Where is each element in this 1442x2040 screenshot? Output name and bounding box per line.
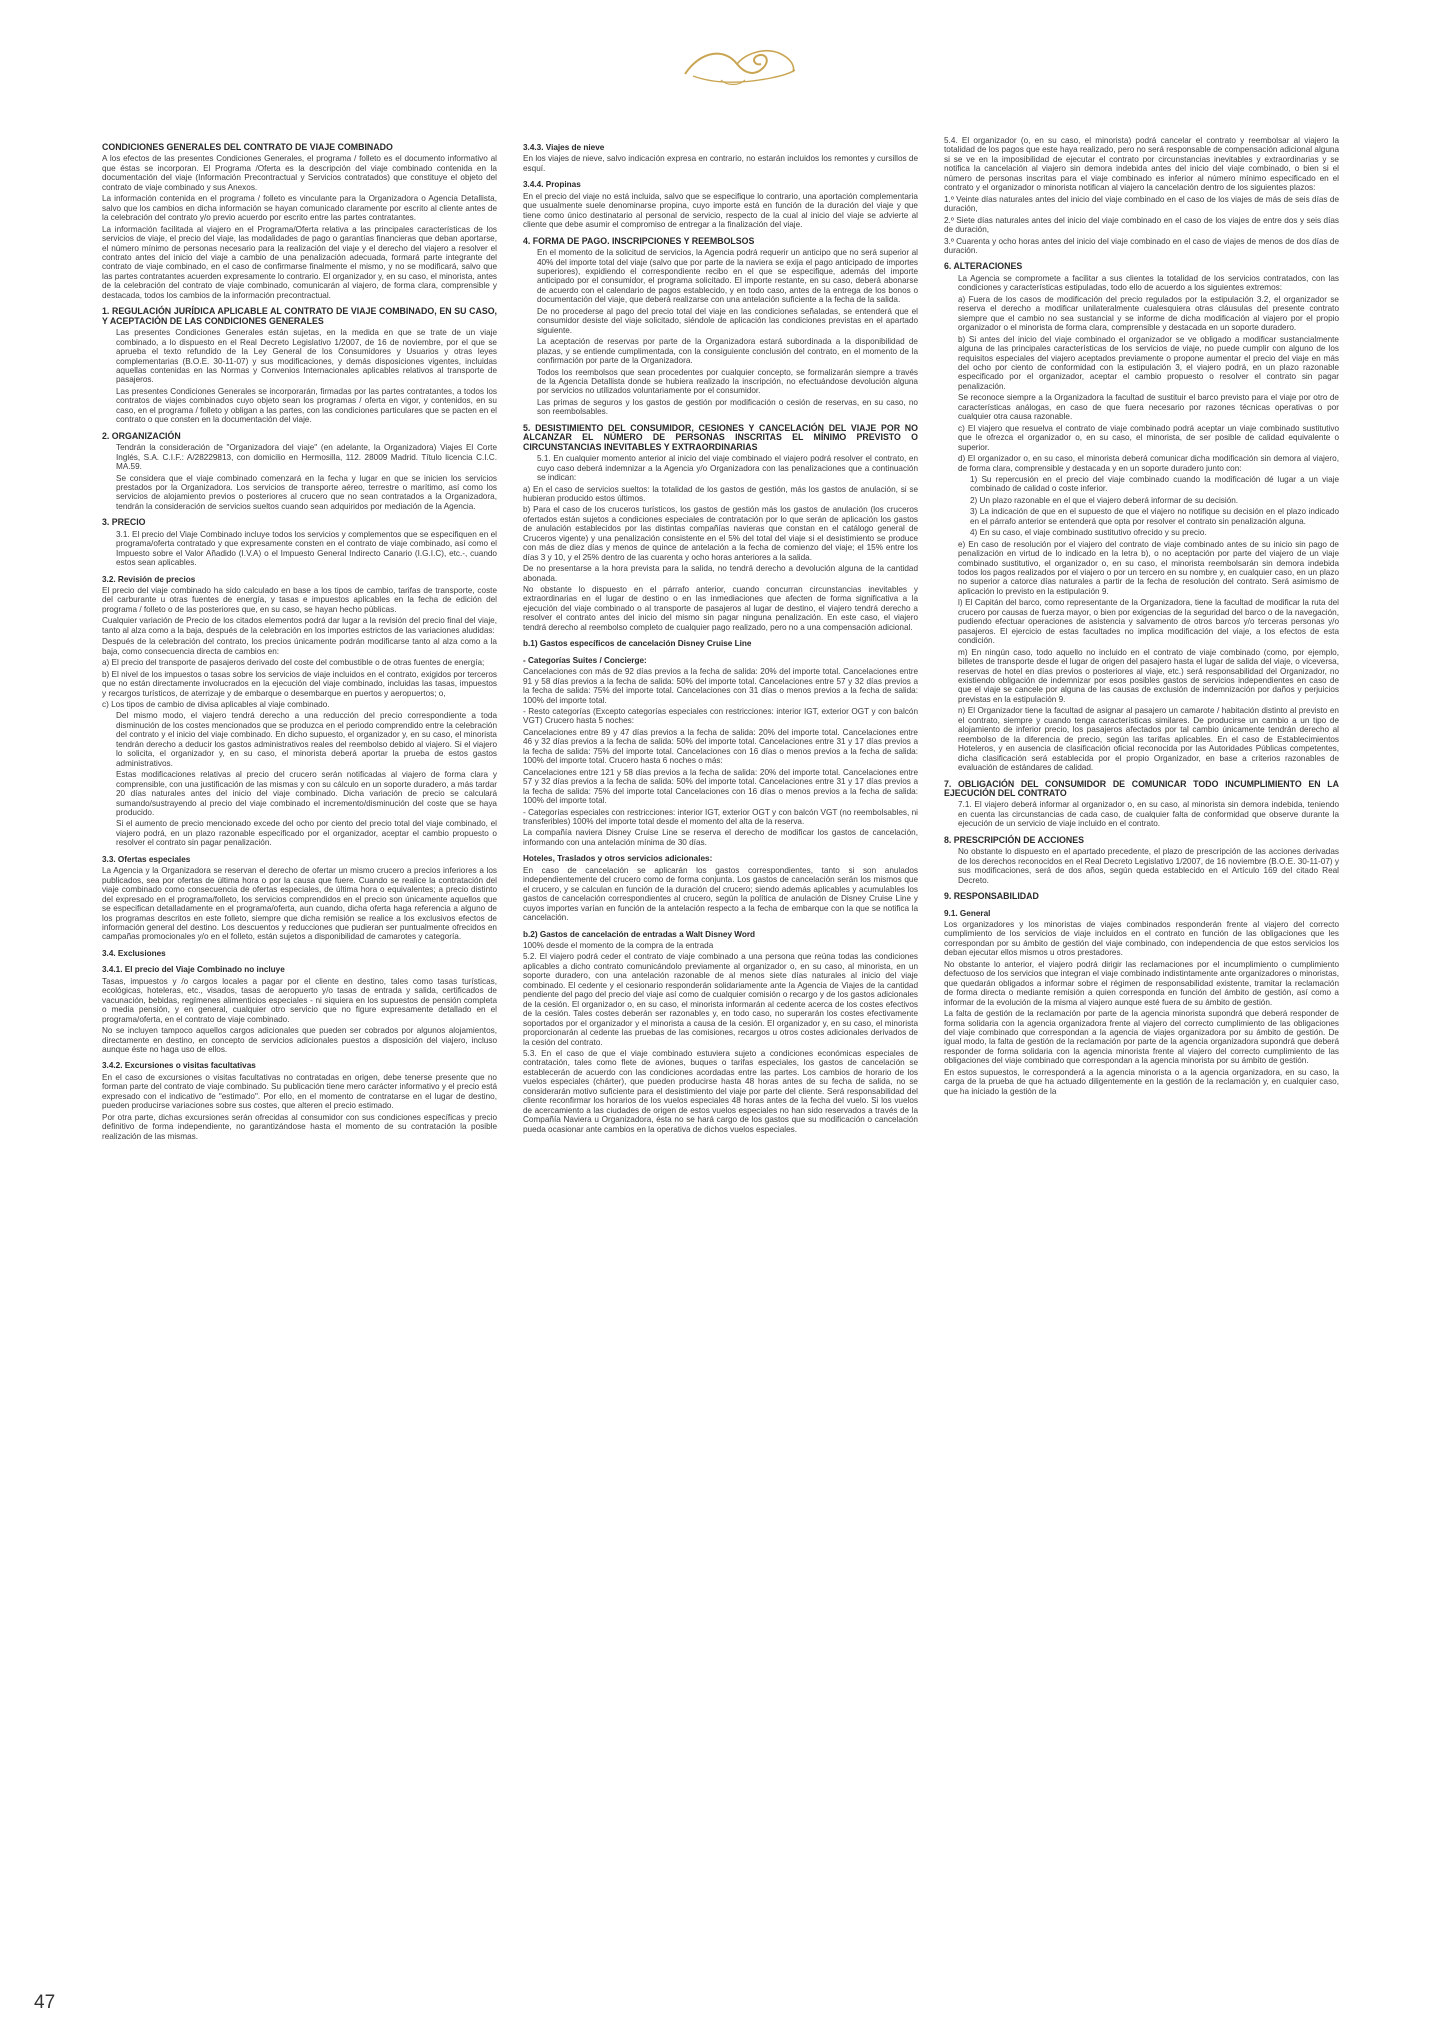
paragraph: En caso de cancelación se aplicarán los gastos correspondientes, tanto si son anulados independientemente del crucero como de forma conjunta. Los gastos de cancelación serán los mismos que el crucero, y se calculan en función de la duración del crucero; siendo además aplicables y acumulables los gastos de cancelación correspondientes al crucero, según la política de anulación de Disney Cruise Line y cuyos importes varían en función de la antelación respecto a la fecha de embarque con la que se notifica la cancelación. (523, 865, 918, 923)
text-column-3 (944, 136, 1339, 1956)
paragraph: Los organizadores y los minoristas de viajes combinados responderán frente al viajero del correcto cumplimiento de los servicios de viaje incluidos en el contrato en función de las obligaciones que les correspondan por su ámbito de gestión del viaje combinado, con independencia de que estos servicios los deban ejecutar ellos mismos u otros prestadores. (944, 919, 1339, 958)
indented-paragraph: Del mismo modo, el viajero tendrá derecho a una reducción del precio correspondiente a toda disminución de los costes mencionados que se produzca en el periodo comprendido entre la celebración del contrato y el inicio del viaje combinado. En dicho supuesto, el organizador y, en su caso, el minorista tendrán derecho a deducir los gastos administrativos reales del reembolso debido al viajero. Si el viajero lo solicita, el organizador y, en su caso, el minorista deberá aportar la prueba de estos gastos administrativos. (116, 711, 497, 768)
indented-paragraph: d) El organizador o, en su caso, el minorista deberá comunicar dicha modificación sin demora al viajero, de forma clara, comprensible y destacada y en un soporte duradero junto con: (958, 454, 1339, 473)
section-heading: 1. REGULACIÓN JURÍDICA APLICABLE AL CONTRATO DE VIAJE COMBINADO, EN SU CASO, Y ACEPTACIÓN DE LAS CONDICIONES GENERALES (102, 306, 497, 326)
page-number: 47 (34, 1992, 56, 2013)
subsection-heading: 3.4. Exclusiones (102, 948, 166, 958)
paragraph: Tasas, impuestos y /o cargos locales a pagar por el cliente en destino, tales como tasas turísticas, ecológicas, hoteleras, etc., visados, tasas de aeropuerto y/o tasas de entrada y salida, certificados de vacunación, bebidas, regímenes alimenticios especiales - ni siquiera en los supuestos de pensión completa o media pensión, y en general, cualquier otro servicio que no figure expresamente detallado en el programa/oferta, en el contrato de viaje combinado. (102, 976, 497, 1024)
paragraph: Después de la celebración del contrato, los precios únicamente podrán modificarse tanto al alza como a la baja, como consecuencia directa de cambios en: (102, 637, 497, 656)
paragraph: 5.4. El organizador (o, en su caso, el minorista) podrá cancelar el contrato y reembolsar al viajero la totalidad de los pagos que este haya realizado, pero no será responsable de compensación adicional alguna si se ve en la imposibilidad de ejecutar el contrato por circunstancias inevitables y extraordinarias y se notifica la cancelación al viajero sin demora indebida antes del inicio del viaje combinado, o bien si el número de personas inscritas para el viaje combinado es inferior al número mínimo especificado en el contrato y el organizador o minorista notifican al viajero la cancelación dentro de los siguientes plazos: (944, 136, 1339, 193)
paragraph: No obstante lo dispuesto en el párrafo anterior, cuando concurran circunstancias inevitables y extraordinarias en el lugar de destino o en las inmediaciones que afecten de forma significativa a la ejecución del viaje combinado o al transporte de pasajeros al lugar de destino, el viajero tendrá derecho a resolver el contrato antes del inicio del mismo sin pagar ninguna penalización. En este caso, el viajero tendrá derecho al reembolso completo de cualquier pago realizado, pero no a una compensación adicional. (523, 585, 918, 632)
paragraph: 100% desde el momento de la compra de la entrada (523, 940, 714, 950)
paragraph: c) Los tipos de cambio de divisa aplicables al viaje combinado. (102, 700, 330, 710)
paragraph: 2.º Siete días naturales antes del inicio del viaje combinado en el caso de los viajes de entre dos y seis días de duración, (944, 215, 1339, 235)
paragraph: Cancelaciones entre 89 y 47 días previos a la fecha de salida: 20% del importe total. Cancelaciones entre 46 y 32 días previos a la fecha de salida: 50% del importe total. Cancelaciones entre 31 y 17 días previos a la fecha de salida: 75% del importe total. Cancelaciones con 16 días o menos previos a la fecha de salida: 100% del importe total. Crucero hasta 6 noches o más: (523, 727, 918, 766)
indented-paragraph: 7.1. El viajero deberá informar al organizador o, en su caso, al minorista sin demora indebida, teniendo en cuenta las circunstancias de cada caso, de cualquier falta de conformidad que observe durante la ejecución de un servicio de viaje incluido en el contrato. (958, 800, 1339, 829)
paragraph: La Agencia y la Organizadora se reservan el derecho de ofertar un mismo crucero a precios inferiores a los publicados, sea por ofertas de última hora o por la causa que fuere. Cuando se realice la contratación del viaje combinado como consecuencia de ofertas especiales, de última hora o equivalentes; a precio distinto del expresado en el programa/folleto, los servicios comprendidos en el precio son únicamente aquellos que se especifican detalladamente en el programa/oferta, aun cuando, dicha oferta haga referencia a alguno de los programas descritos en este folleto, siempre que dicha remisión se realice a los exclusivos efectos de información general del destino. Los descuentos y reducciones que pudieran ser puntualmente ofrecidos en campañas promocionales y/o en el folleto, están sujetos a disponibilidad de camarotes y categoría. (102, 866, 497, 942)
subsection-heading: 3.4.1. El precio del Viaje Combinado no incluye (102, 965, 285, 975)
paragraph: A los efectos de las presentes Condiciones Generales, el programa / folleto es el documento informativo al que éstas se incorporan. El Programa /Oferta es la descripción del viaje combinado contenida en la documentación del viaje (Información Precontractual y Servicios contratados) que constituye el objeto del contrato de viaje combinado y sus Anexos. (102, 154, 497, 192)
paragraph: La información contenida en el programa / folleto es vinculante para la Organizadora o Agencia Detallista, salvo que los cambios en dicha información se hayan comunicado claramente por escrito al cliente antes de la celebración del contrato y/o previo acuerdo por escrito entre las partes contratantes. (102, 194, 497, 223)
indented-paragraph: Se considera que el viaje combinado comenzará en la fecha y lugar en que se inicien los servicios prestados por la Organizadora. Los servicios de transporte aéreo, terrestre o marítimo, así como los servicios de alojamiento previos o posteriores al crucero que no sean contratados a la Organizadora, tendrán la consideración de servicios sueltos cuando sean adquiridos por mediación de la Agencia. (116, 473, 497, 511)
paragraph: La información facilitada al viajero en el Programa/Oferta relativa a las principales características de los servicios de viaje, el precio del viaje, las modalidades de pago o garantías financieras que deban aportarse, el número mínimo de personas necesario para la realización del viaje y el derecho del viajero a resolver el contrato antes del inicio del viaje a cambio de una penalización adecuada, formará parte integrante del contrato de viaje combinado, en el caso de confirmarse finalmente el mismo, y no se modificará, salvo que las partes contratantes acuerden expresamente lo contrario. El organizador y, en su caso, el minorista, antes de la celebración del contrato de viaje combinado, comunicarán al viajero, de forma clara, comprensible y destacada, todos los cambios de la información precontractual. (102, 224, 497, 300)
indented-paragraph: Las primas de seguros y los gastos de gestión por modificación o cesión de reservas, en su caso, no son reembolsables. (537, 397, 918, 417)
indented-paragraph: l) El Capitán del barco, como representante de la Organizadora, tiene la facultad de modificar la ruta del crucero por causas de fuerza mayor, o bien por exigencias de la seguridad del barco o de la navegación, pudiendo efectuar operaciones de asistencia y salvamento de otros barcos y/o terceras personas y/o pasajeros. El ejercicio de estas facultades no implica modificación del viaje, a los efectos de esta condición. (958, 598, 1339, 646)
section-heading: 9. RESPONSABILIDAD (944, 891, 1039, 902)
indented-paragraph: 3.1. El precio del Viaje Combinado incluye todos los servicios y complementos que se especifiquen en el programa/oferta contratado y que expresamente consten en el contrato de viaje combinado, así como el Impuesto sobre el Valor Añadido (I.V.A) o el Impuesto General Indirecto Canario (I.G.I.C), etc.-, cuando estos sean aplicables. (116, 529, 497, 568)
paragraph: 5.2. El viajero podrá ceder el contrato de viaje combinado a una persona que reúna todas las condiciones aplicables a dicho contrato comunicándolo previamente al organizador o, en su caso, al minorista, en un soporte duradero, con una antelación razonable de al menos siete días naturales al inicio del viaje combinado. El cedente y el cesionario responderán solidariamente ante la Agencia de Viajes de la cantidad pendiente del pago del precio del viaje así como de cualquier comisión o recargo y de los gastos adicionales de la cesión. El organizador o, en su caso, el minorista informarán al cedente acerca de los costes efectivos de la cesión. Tales costes deberán ser razonables y, en todo caso, no superarán los costes efectivamente soportados por el organizador y el minorista a causa de la cesión. El organizador y, en su caso, el minorista proporcionarán al cedente las pruebas de las comisiones, recargos u otros costes adicionales derivados de la cesión del contrato. (523, 952, 918, 1047)
paragraph: En los viajes de nieve, salvo indicación expresa en contrario, no estarán incluidos los remontes y cursillos de esquí. (523, 154, 918, 173)
paragraph: Cancelaciones entre 121 y 58 días previos a la fecha de salida: 20% del importe total. Cancelaciones entre 57 y 32 días previos a la fecha de salida: 50% del importe total. Cancelaciones entre 31 y 17 días previos a la fecha de salida: 75% del importe total Cancelaciones con 16 días o menos previos a la fecha de salida: 100% del importe total. (523, 767, 918, 806)
paragraph: En el precio del viaje no está incluida, salvo que se especifique lo contrario, una aportación complementaria que usualmente suele denominarse propina, cuyo importe está en función de la duración del viaje y que tiene como único destinatario al personal de servicio, respecto de la cual al inicio del viaje se advierte al cliente que debe asumir el compromiso de entregar a la finalización del viaje. (523, 191, 918, 230)
indented-paragraph: m) En ningún caso, todo aquello no incluido en el contrato de viaje combinado (como, por ejemplo, billetes de transporte desde el lugar de origen del pasajero hasta el lugar de salida del viaje, o viceversa, reservas de hotel en días previos o posteriores al viaje, etc.) será responsabilidad del Organizador, no existiendo obligación de indemnizar por esos posibles gastos de servicios independientes en caso de que el viaje se cancele por alguna de las causas de exclusión de indemnización por daños y perjuicios previstas en la estipulación 9. (958, 647, 1339, 704)
paragraph: La falta de gestión de la reclamación por parte de la agencia minorista supondrá que deberá responder de forma solidaria con la agencia organizadora frente al viajero del correcto cumplimiento de las obligaciones del viaje combinado que correspondan a la agencia de viajes organizadora por su ámbito de gestión. De igual modo, la falta de gestión de la reclamación por parte de la agencia organizadora supondrá que deberá responder de forma solidaria con la agencia minorista frente al viajero del correcto cumplimiento de las obligaciones del viaje combinado que correspondan a la agencia minorista por su ámbito de gestión. (944, 1009, 1339, 1066)
subsection-heading: 9.1. General (944, 908, 991, 918)
subsection-heading: - Categorías Suites / Concierge: (523, 655, 647, 665)
indented-paragraph: En el momento de la solicitud de servicios, la Agencia podrá requerir un anticipo que no será superior al 40% del importe total del viaje (salvo que por parte de la naviera se exija el pago anticipado de importes superiores), expidiendo el correspondiente recibo en el que se especifique, además del importe anticipado por el consumidor, el programa solicitado. El importe restante, en su caso, deberá abonarse de acuerdo con el calendario de pagos establecido, y en todo caso, antes de la entrega de los bonos o documentación del viaje, que deberá realizarse con una antelación suficiente a la fecha de la salida. (537, 248, 918, 305)
subsection-heading: Hoteles, Traslados y otros servicios adicionales: (523, 854, 713, 864)
text-column-1 (102, 136, 497, 1956)
indented-paragraph: Estas modificaciones relativas al precio del crucero serán notificadas al viajero de forma clara y comprensible, con una justificación de las mismas y con su cálculo en un soporte duradero, a más tardar 20 días naturales antes del inicio del viaje combinado. Dicha variación de precio se calculará sumando/sustrayendo al precio del viaje combinado el incremento/disminución del coste que se haya producido. (116, 770, 497, 817)
decorative-flourish-icon (681, 44, 799, 88)
text-column-2 (523, 136, 918, 1956)
paragraph: Cancelaciones con más de 92 días previos a la fecha de salida: 20% del importe total. Cancelaciones entre 91 y 58 días previos a la fecha de salida: 50% del importe total. Cancelaciones entre 57 y 32 días previos a la fecha de salida: 75% del importe total. Cancelaciones con 31 días o menos previos a la fecha de salida: 100% del importe total. (523, 667, 918, 705)
paragraph: 1.º Veinte días naturales antes del inicio del viaje combinado en el caso de los viajes de más de seis días de duración, (944, 194, 1339, 214)
paragraph: - Resto categorías (Excepto categorías especiales con restricciones: interior IGT, exterior OGT y con balcón VGT) Crucero hasta 5 noches: (523, 707, 918, 726)
indented-paragraph: e) En caso de resolución por el viajero del contrato de viaje combinado antes de su inicio sin pago de penalización en virtud de lo indicado en la letra b), o no aceptación por parte del viajero de un viaje combinado sustitutivo, el organizador o, en su caso, el minorista reembolsarán sin demora indebida todos los pagos realizados por el viajero o por un tercero en su nombre y, en cualquier caso, en un plazo no superior a catorce días naturales a partir de la fecha de resolución del contrato. Será asimismo de aplicación lo previsto en la estipulación 9. (958, 539, 1339, 596)
section-heading: CONDICIONES GENERALES DEL CONTRATO DE VIAJE COMBINADO (102, 142, 393, 152)
paragraph: En estos supuestos, le corresponderá a la agencia minorista o a la agencia organizadora, en su caso, la carga de la prueba de que ha actuado diligentemente en la gestión de la reclamación y, en cualquier caso, que ha iniciado la gestión de la (944, 1067, 1339, 1096)
paragraph: La compañía naviera Disney Cruise Line se reserva el derecho de modificar los gastos de cancelación, informando con una antelación mínima de 30 días. (523, 828, 918, 847)
subsection-heading: 3.2. Revisión de precios (102, 574, 196, 584)
paragraph: 3.º Cuarenta y ocho horas antes del inicio del viaje combinado en el caso de viajes de menos de dos días de duración. (944, 236, 1339, 255)
paragraph: 5.3. En el caso de que el viaje combinado estuviera sujeto a condiciones económicas especiales de contratación, tales como flete de aviones, buques o tarifas especiales, los gastos de cancelación se establecerán de acuerdo con las condiciones acordadas entre las partes. Los cambios de horario de los vuelos especiales (chárter), que pueden producirse hasta 48 horas antes de su fecha de salida, no se considerarán motivo suficiente para el desistimiento del viaje por parte del cliente. Será responsabilidad del cliente reconfirmar los horarios de los vuelos especiales 48 horas antes de la fecha del vuelo. Si los vuelos de acercamiento a las ciudades de origen de estos vuelos especiales no han sido reservados a través de la Compañía Naviera u Organizadora, ésta no se hará cargo de los gastos que su modificación o cancelación pueda ocasionar ante cambios en la operativa de dichos vuelos especiales. (523, 1048, 918, 1134)
section-heading: 4. FORMA DE PAGO. INSCRIPCIONES Y REEMBOLSOS (523, 235, 755, 246)
paragraph: a) El precio del transporte de pasajeros derivado del coste del combustible o de otras fuentes de energía; (102, 658, 485, 668)
section-heading: 2. ORGANIZACIÓN (102, 430, 181, 441)
paragraph: El precio del viaje combinado ha sido calculado en base a los tipos de cambio, tarifas de transporte, coste del carburante u otras fuentes de energía, y tasas e impuestos aplicables en la fecha de edición del programa / folleto o de las posteriores que, en su caso, se hayan hecho públicas. (102, 586, 497, 614)
paragraph: No obstante lo anterior, el viajero podrá dirigir las reclamaciones por el incumplimiento o cumplimiento defectuoso de los servicios que integran el viaje combinado indistintamente ante organizadores o minoristas, que quedarán obligados a informar sobre el régimen de responsabilidad existente, tramitar la reclamación de forma directa o mediante remisión a quien corresponda en función del ámbito de gestión, así como a informar de la evolución de la misma al viajero aunque esté fuera de su ámbito de gestión. (944, 959, 1339, 1007)
paragraph: En el caso de excursiones o visitas facultativas no contratadas en origen, debe tenerse presente que no forman parte del contrato de viaje combinado. Su publicación tiene mero carácter informativo y el precio está expresado con el indicativo de "estimado". Por ello, en el momento de contratarse en el lugar de destino, pueden producirse variaciones sobre sus costes, que alteren el precio estimado. (102, 1072, 497, 1111)
indented-paragraph: b) Si antes del inicio del viaje combinado el organizador se ve obligado a modificar sustancialmente alguna de las principales características de los servicios de viaje, no puede cumplir con alguno de los requisitos especiales del viajero aceptados previamente o propone aumentar el precio del viaje en más del ocho por ciento de conformidad con la estipulación 3, el viajero podrá, en un plazo razonable especificado por el organizador, aceptar el cambio propuesto o resolver el contrato sin pagar penalización. (958, 334, 1339, 391)
list-item: 3) La indicación de que en el supuesto de que el viajero no notifique su decisión en el plazo indicado en el párrafo anterior se entenderá que opta por resolver el contrato sin penalización alguna. (970, 507, 1339, 526)
subsection-heading: 3.4.4. Propinas (523, 180, 581, 190)
section-heading: 5. DESISTIMIENTO DEL CONSUMIDOR, CESIONES Y CANCELACIÓN DEL VIAJE POR NO ALCANZAR EL NÚMERO DE PERSONAS INSCRITAS EL MÍNIMO PREVISTO O CIRCUNSTANCIAS INEVITABLES Y EXTRAORDINARIAS (523, 422, 918, 452)
section-heading: 6. ALTERACIONES (944, 261, 1023, 272)
section-heading: 7. OBLIGACIÓN DEL CONSUMIDOR DE COMUNICAR TODO INCUMPLIMIENTO EN LA EJECUCIÓN DEL CONTRATO (944, 778, 1339, 798)
paragraph: Cualquier variación de Precio de los citados elementos podrá dar lugar a la revisión del precio final del viaje, tanto al alza como a la baja, después de la celebración en los importes estrictos de las variaciones aludidas: (102, 616, 497, 635)
indented-paragraph: Si el aumento de precio mencionado excede del ocho por ciento del precio total del viaje combinado, el viajero podrá, en un plazo razonable especificado por el organizador, aceptar el cambio propuesto o resolver el contrato sin pagar penalización. (116, 819, 497, 848)
document-body (102, 136, 1340, 1956)
indented-paragraph: n) El Organizador tiene la facultad de asignar al pasajero un camarote / habitación distinto al previsto en el contrato, siempre y cuando tenga características similares. De producirse un cambio a un tipo de alojamiento de inferior precio, los pasajeros afectados por tal cambio únicamente tendrán derecho al reembolso de la diferencia de precio, según las tarifas aplicables. En el caso de Establecimientos Hoteleros, y en ausencia de clasificación oficial reconocida por las Autoridades Públicas competentes, dicha clasificación será establecida por el propio Organizador, en base a criterios razonables de evaluación de estándares de calidad. (958, 706, 1339, 773)
indented-paragraph: Tendrán la consideración de "Organizadora del viaje" (en adelante, la Organizadora) Viajes El Corte Inglés, S.A. C.I.F.: A/28229813, con domicilio en Hermosilla, 112. 28009 Madrid. Título licencia C.I.C. MA.59. (116, 443, 497, 472)
paragraph: Por otra parte, dichas excursiones serán ofrecidas al consumidor con sus condiciones específicas y precio definitivo de forma independiente, no garantizándose hasta el momento de su contratación la posible realización de las mismas. (102, 1112, 497, 1141)
subsection-heading: b.2) Gastos de cancelación de entradas a Walt Disney Word (523, 929, 756, 939)
indented-paragraph: c) El viajero que resuelva el contrato de viaje combinado podrá aceptar un viaje combinado sustitutivo que le ofrezca el organizador o, en su caso, el minorista, de ser posible de calidad equivalente o superior. (958, 423, 1339, 452)
indented-paragraph: Las presentes Condiciones Generales se incorporarán, firmadas por las partes contratantes, a todos los contratos de viajes combinados cuyo objeto sean los programas / oferta en vigor, y contenidos, en su caso, en el programa / folleto y obligan a las partes, con las condiciones particulares que se pacten en el contrato o que consten en la documentación del viaje. (116, 386, 497, 425)
list-item: 4) En su caso, el viaje combinado sustitutivo ofrecido y su precio. (970, 528, 1207, 538)
list-item: 2) Un plazo razonable en el que el viajero deberá informar de su decisión. (970, 495, 1239, 505)
paragraph: a) En el caso de servicios sueltos: la totalidad de los gastos de gestión, más los gastos de anulación, si se hubieran producido estos últimos. (523, 484, 918, 503)
indented-paragraph: La aceptación de reservas por parte de la Organizadora estará subordinada a la disponibilidad de plazas, y se entiende cumplimentada, con la consiguiente conclusión del contrato, en el momento de la confirmación por parte de la Organizadora. (537, 337, 918, 366)
paragraph: No se incluyen tampoco aquellos cargos adicionales que pueden ser cobrados por algunos alojamientos, directamente en destino, en concepto de servicios adicionales puestos a disposición del viajero, incluso aunque éste no haga uso de ellos. (102, 1026, 497, 1054)
indented-paragraph: Todos los reembolsos que sean procedentes por cualquier concepto, se formalizarán siempre a través de la Agencia Detallista donde se hubiera realizado la inscripción, no efectuándose devolución alguna por servicios no utilizados voluntariamente por el consumidor. (537, 367, 918, 396)
indented-paragraph: 5.1. En cualquier momento anterior al inicio del viaje combinado el viajero podrá resolver el contrato, en cuyo caso deberá indemnizar a la Agencia y/o Organizadora con las penalizaciones que a continuación se indican: (537, 454, 918, 483)
subsection-heading: 3.3. Ofertas especiales (102, 854, 191, 864)
paragraph: b) El nivel de los impuestos o tasas sobre los servicios de viaje incluidos en el contrato, exigidos por terceros que no están directamente involucrados en la ejecución del viaje combinado, incluidas las tasas, impuestos y recargos turísticos, de aterrizaje y de embarque o desembarque en puertos y aeropuertos; o, (102, 669, 497, 698)
paragraph: - Categorías especiales con restricciones: interior IGT, exterior OGT y con balcón VGT (no reembolsables, ni transferibles) 100% del importe total desde el momento del alta de la reserva. (523, 807, 918, 826)
paragraph: De no presentarse a la hora prevista para la salida, no tendrá derecho a devolución alguna de la cantidad abonada. (523, 564, 918, 583)
indented-paragraph: Se reconoce siempre a la Organizadora la facultad de sustituir el barco previsto para el viaje por otro de características análogas, en caso de que fuera necesario por razones técnicas operativas o por cualquier otra causa razonable. (958, 393, 1339, 422)
indented-paragraph: No obstante lo dispuesto en el apartado precedente, el plazo de prescripción de las acciones derivadas de los derechos reconocidos en el Real Decreto Legislativo 1/2007, de 16 noviembre (B.O.E. 30-11-07) y sus modificaciones, será de dos años, según queda establecido en el Artículo 169 del citado Real Decreto. (958, 847, 1339, 885)
paragraph: b) Para el caso de los cruceros turísticos, los gastos de gestión más los gastos de anulación (los cruceros ofertados están sujetos a condiciones especiales de contratación por lo que serán de aplicación los gastos de anulación establecidos por las distintas compañías navieras que constan en el catálogo general de Cruceros vigente) y una penalización consistente en el 5% del total del viaje si el desistimiento se produce con más de diez días y menos de quince de antelación a la fecha de comienzo del viaje; el 15% entre los días 3 y 10, y el 25% dentro de las cuarenta y ocho horas anteriores a la salida. (523, 505, 918, 562)
indented-paragraph: a) Fuera de los casos de modificación del precio regulados por la estipulación 3.2, el organizador se reserva el derecho a modificar unilateralmente cualesquiera otras cláusulas del presente contrato siempre que el cambio no sea sustancial y se informe de dicha modificación al viajero por el propio organizador o el minorista de forma clara, comprensible y destacada en un soporte duradero. (958, 294, 1339, 333)
indented-paragraph: Las presentes Condiciones Generales están sujetas, en la medida en que se trate de un viaje combinado, a lo dispuesto en el Real Decreto Legislativo 1/2007, de 16 de noviembre, por el que se aprueba el texto refundido de la Ley General de los Consumidores y Usuarios y otras leyes complementarias (B.O.E. 30-11-07) y sus modificaciones, y demás disposiciones vigentes, incluidas aquellas contenidas en las Normas y Convenios Internacionales aplicables relativos al transporte de pasajeros. (116, 328, 497, 385)
section-heading: 3. PRECIO (102, 517, 146, 528)
indented-paragraph: De no procederse al pago del precio total del viaje en las condiciones señaladas, se entenderá que el consumidor desiste del viaje solicitado, siéndole de aplicación las condiciones previstas en el apartado siguiente. (537, 306, 918, 335)
subsection-heading: 3.4.3. Viajes de nieve (523, 143, 605, 152)
indented-paragraph: La Agencia se compromete a facilitar a sus clientes la totalidad de los servicios contratados, con las condiciones y características estipuladas, todo ello de acuerdo a los siguientes extremos: (958, 273, 1339, 293)
section-heading: 8. PRESCRIPCIÓN DE ACCIONES (944, 834, 1084, 845)
subsection-heading: 3.4.2. Excursiones o visitas facultativas (102, 1061, 256, 1071)
list-item: 1) Su repercusión en el precio del viaje combinado cuando la modificación dé lugar a un viaje combinado de calidad o coste inferior. (970, 474, 1339, 494)
subsection-heading: b.1) Gastos específicos de cancelación Disney Cruise Line (523, 639, 752, 649)
